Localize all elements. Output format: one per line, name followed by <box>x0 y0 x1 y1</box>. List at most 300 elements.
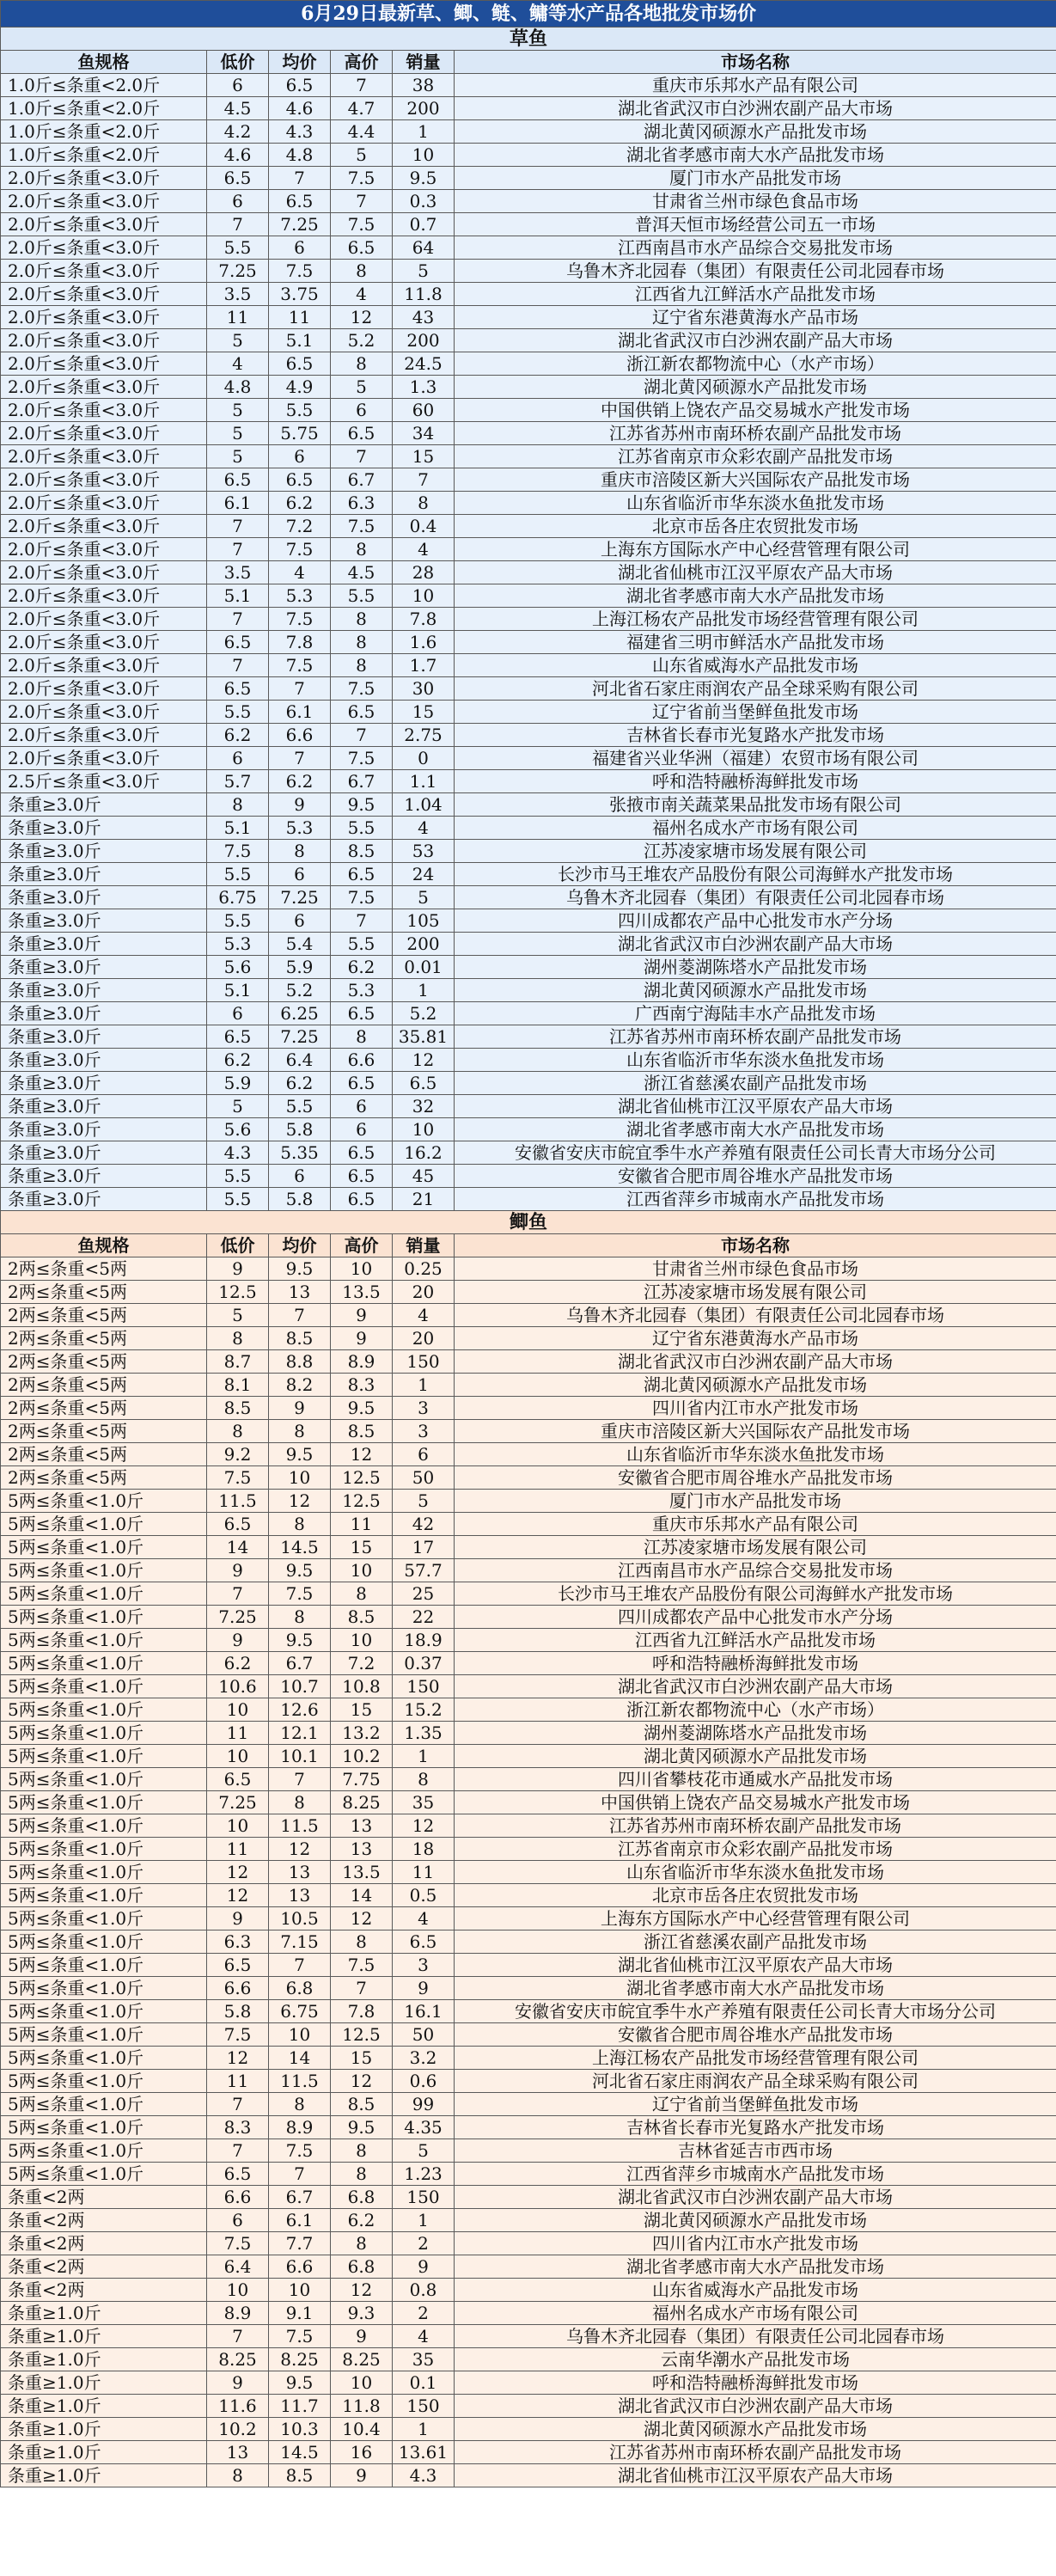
avg-price-cell: 6 <box>269 909 331 933</box>
volume-cell: 0.3 <box>393 190 455 213</box>
spec-cell: 5两≤条重<1.0斤 <box>1 2116 207 2139</box>
volume-cell: 24.5 <box>393 352 455 376</box>
price-table-body <box>1 1 1056 2487</box>
market-name-cell: 山东省威海水产品批发市场 <box>455 2279 1056 2302</box>
table-row <box>1 144 1056 167</box>
column-header: 鱼规格 <box>1 51 207 74</box>
volume-cell: 18 <box>393 1838 455 1861</box>
avg-price-cell: 13 <box>269 1281 331 1304</box>
market-name-cell: 河北省石家庄雨润农产品全球采购有限公司 <box>455 677 1056 701</box>
low-price-cell: 7 <box>207 213 269 236</box>
table-row <box>1 2232 1056 2255</box>
high-price-cell: 5.5 <box>331 817 393 840</box>
low-price-cell: 8.7 <box>207 1350 269 1374</box>
spec-cell: 条重<2两 <box>1 2232 207 2255</box>
avg-price-cell: 10.5 <box>269 1907 331 1930</box>
avg-price-cell: 5.35 <box>269 1141 331 1165</box>
spec-cell: 5两≤条重<1.0斤 <box>1 1814 207 1838</box>
high-price-cell: 6.6 <box>331 1049 393 1072</box>
market-name-cell: 四川省内江市水产批发市场 <box>455 2232 1056 2255</box>
table-row <box>1 2418 1056 2441</box>
market-name-cell: 上海东方国际水产中心经营管理有限公司 <box>455 538 1056 561</box>
spec-cell: 2两≤条重<5两 <box>1 1466 207 1490</box>
high-price-cell: 12 <box>331 2070 393 2093</box>
market-name-cell: 上海东方国际水产中心经营管理有限公司 <box>455 1907 1056 1930</box>
volume-cell: 16.2 <box>393 1141 455 1165</box>
volume-cell: 15 <box>393 701 455 724</box>
spec-cell: 条重≥3.0斤 <box>1 886 207 909</box>
spec-cell: 5两≤条重<1.0斤 <box>1 1884 207 1907</box>
spec-cell: 条重≥1.0斤 <box>1 2464 207 2487</box>
low-price-cell: 6.5 <box>207 1025 269 1049</box>
market-name-cell: 湖北省仙桃市江汉平原农产品大市场 <box>455 2464 1056 2487</box>
market-name-cell: 江苏省苏州市南环桥农副产品批发市场 <box>455 422 1056 445</box>
high-price-cell: 12.5 <box>331 2023 393 2047</box>
high-price-cell: 7 <box>331 190 393 213</box>
table-row <box>1 2047 1056 2070</box>
avg-price-cell: 5.3 <box>269 817 331 840</box>
market-name-cell: 吉林省长春市光复路水产批发市场 <box>455 2116 1056 2139</box>
high-price-cell: 6.5 <box>331 422 393 445</box>
volume-cell: 10 <box>393 1118 455 1141</box>
section-title: 鲫鱼 <box>1 1211 1056 1234</box>
high-price-cell: 15 <box>331 1698 393 1722</box>
spec-cell: 条重≥3.0斤 <box>1 909 207 933</box>
spec-cell: 2.0斤≤条重<3.0斤 <box>1 167 207 190</box>
avg-price-cell: 7.5 <box>269 2139 331 2163</box>
market-name-cell: 浙江省慈溪农副产品批发市场 <box>455 1930 1056 1954</box>
volume-cell: 53 <box>393 840 455 863</box>
market-name-cell: 河北省石家庄雨润农产品全球采购有限公司 <box>455 2070 1056 2093</box>
volume-cell: 34 <box>393 422 455 445</box>
high-price-cell: 6.5 <box>331 1141 393 1165</box>
volume-cell: 200 <box>393 329 455 352</box>
market-name-cell: 广西南宁海陆丰水产品批发市场 <box>455 1002 1056 1025</box>
avg-price-cell: 12 <box>269 1838 331 1861</box>
low-price-cell: 5 <box>207 399 269 422</box>
low-price-cell: 6.2 <box>207 1049 269 1072</box>
high-price-cell: 6 <box>331 1118 393 1141</box>
high-price-cell: 7.5 <box>331 747 393 770</box>
high-price-cell: 7.5 <box>331 515 393 538</box>
low-price-cell: 3.5 <box>207 561 269 584</box>
low-price-cell: 11 <box>207 2070 269 2093</box>
avg-price-cell: 9 <box>269 1397 331 1420</box>
avg-price-cell: 4.9 <box>269 376 331 399</box>
low-price-cell: 6.3 <box>207 1930 269 1954</box>
volume-cell: 24 <box>393 863 455 886</box>
spec-cell: 2.0斤≤条重<3.0斤 <box>1 701 207 724</box>
low-price-cell: 12 <box>207 2047 269 2070</box>
low-price-cell: 14 <box>207 1536 269 1559</box>
table-row <box>1 1165 1056 1188</box>
avg-price-cell: 14.5 <box>269 2441 331 2464</box>
volume-cell: 8 <box>393 492 455 515</box>
market-name-cell: 湖北省孝感市南大水产品批发市场 <box>455 2255 1056 2279</box>
volume-cell: 11 <box>393 1861 455 1884</box>
avg-price-cell: 7.15 <box>269 1930 331 1954</box>
avg-price-cell: 7 <box>269 677 331 701</box>
spec-cell: 2.0斤≤条重<3.0斤 <box>1 468 207 492</box>
volume-cell: 5 <box>393 886 455 909</box>
table-row <box>1 1930 1056 1954</box>
low-price-cell: 5.5 <box>207 236 269 260</box>
volume-cell: 13.61 <box>393 2441 455 2464</box>
high-price-cell: 8.9 <box>331 1350 393 1374</box>
low-price-cell: 5.1 <box>207 817 269 840</box>
avg-price-cell: 6.7 <box>269 1652 331 1675</box>
table-row <box>1 399 1056 422</box>
volume-cell: 32 <box>393 1095 455 1118</box>
high-price-cell: 8 <box>331 260 393 283</box>
avg-price-cell: 7.5 <box>269 538 331 561</box>
low-price-cell: 4.5 <box>207 97 269 120</box>
low-price-cell: 7 <box>207 608 269 631</box>
spec-cell: 2两≤条重<5两 <box>1 1304 207 1327</box>
volume-cell: 8 <box>393 1768 455 1791</box>
column-header: 销量 <box>393 1234 455 1257</box>
spec-cell: 2两≤条重<5两 <box>1 1420 207 1443</box>
low-price-cell: 5.6 <box>207 1118 269 1141</box>
avg-price-cell: 6.2 <box>269 770 331 793</box>
high-price-cell: 12 <box>331 306 393 329</box>
avg-price-cell: 13 <box>269 1884 331 1907</box>
market-name-cell: 重庆市乐邦水产品有限公司 <box>455 1513 1056 1536</box>
volume-cell: 200 <box>393 933 455 956</box>
table-row <box>1 2023 1056 2047</box>
avg-price-cell: 5.1 <box>269 329 331 352</box>
spec-cell: 2两≤条重<5两 <box>1 1374 207 1397</box>
low-price-cell: 6.5 <box>207 1768 269 1791</box>
market-name-cell: 湖北省孝感市南大水产品批发市场 <box>455 1118 1056 1141</box>
market-name-cell: 江苏凌家塘市场发展有限公司 <box>455 1281 1056 1304</box>
market-name-cell: 湖北省仙桃市江汉平原农产品大市场 <box>455 1095 1056 1118</box>
high-price-cell: 8.25 <box>331 2348 393 2371</box>
avg-price-cell: 10 <box>269 2279 331 2302</box>
spec-cell: 2.0斤≤条重<3.0斤 <box>1 260 207 283</box>
volume-cell: 0.1 <box>393 2371 455 2395</box>
avg-price-cell: 8 <box>269 2093 331 2116</box>
spec-cell: 2.0斤≤条重<3.0斤 <box>1 492 207 515</box>
avg-price-cell: 12 <box>269 1490 331 1513</box>
column-header: 市场名称 <box>455 51 1056 74</box>
low-price-cell: 7.5 <box>207 840 269 863</box>
high-price-cell: 6.2 <box>331 956 393 979</box>
volume-cell: 35 <box>393 2348 455 2371</box>
table-row <box>1 2441 1056 2464</box>
spec-cell: 2.0斤≤条重<3.0斤 <box>1 608 207 631</box>
spec-cell: 条重<2两 <box>1 2209 207 2232</box>
volume-cell: 50 <box>393 2023 455 2047</box>
low-price-cell: 5.7 <box>207 770 269 793</box>
low-price-cell: 6 <box>207 1002 269 1025</box>
market-name-cell: 四川省内江市水产批发市场 <box>455 1397 1056 1420</box>
spec-cell: 5两≤条重<1.0斤 <box>1 1907 207 1930</box>
low-price-cell: 6.75 <box>207 886 269 909</box>
volume-cell: 3.2 <box>393 2047 455 2070</box>
market-name-cell: 湖北省孝感市南大水产品批发市场 <box>455 144 1056 167</box>
table-row <box>1 1629 1056 1652</box>
high-price-cell: 10 <box>331 2371 393 2395</box>
spec-cell: 条重≥3.0斤 <box>1 1188 207 1211</box>
volume-cell: 0.01 <box>393 956 455 979</box>
spec-cell: 5两≤条重<1.0斤 <box>1 1745 207 1768</box>
low-price-cell: 4.2 <box>207 120 269 144</box>
high-price-cell: 7.5 <box>331 677 393 701</box>
column-header: 均价 <box>269 1234 331 1257</box>
avg-price-cell: 14 <box>269 2047 331 2070</box>
spec-cell: 5两≤条重<1.0斤 <box>1 2093 207 2116</box>
table-row <box>1 1907 1056 1930</box>
table-row <box>1 236 1056 260</box>
avg-price-cell: 6.5 <box>269 190 331 213</box>
table-row <box>1 329 1056 352</box>
table-row <box>1 1304 1056 1327</box>
volume-cell: 4 <box>393 538 455 561</box>
low-price-cell: 8.3 <box>207 2116 269 2139</box>
volume-cell: 11.8 <box>393 283 455 306</box>
table-row <box>1 2139 1056 2163</box>
table-row <box>1 2000 1056 2023</box>
market-name-cell: 浙江省慈溪农副产品批发市场 <box>455 1072 1056 1095</box>
low-price-cell: 7.25 <box>207 260 269 283</box>
market-name-cell: 江西南昌市水产品综合交易批发市场 <box>455 1559 1056 1582</box>
high-price-cell: 9 <box>331 2325 393 2348</box>
table-row <box>1 2255 1056 2279</box>
high-price-cell: 9 <box>331 1304 393 1327</box>
low-price-cell: 5.5 <box>207 701 269 724</box>
low-price-cell: 13 <box>207 2441 269 2464</box>
high-price-cell: 8 <box>331 2163 393 2186</box>
table-row <box>1 1490 1056 1513</box>
spec-cell: 5两≤条重<1.0斤 <box>1 1722 207 1745</box>
table-row <box>1 1397 1056 1420</box>
table-row <box>1 1327 1056 1350</box>
volume-cell: 4.35 <box>393 2116 455 2139</box>
spec-cell: 条重≥3.0斤 <box>1 979 207 1002</box>
volume-cell: 6 <box>393 1443 455 1466</box>
low-price-cell: 8 <box>207 2464 269 2487</box>
spec-cell: 5两≤条重<1.0斤 <box>1 1675 207 1698</box>
spec-cell: 2.0斤≤条重<3.0斤 <box>1 747 207 770</box>
table-row <box>1 1443 1056 1466</box>
avg-price-cell: 5.9 <box>269 956 331 979</box>
volume-cell: 5 <box>393 2139 455 2163</box>
spec-cell: 条重≥3.0斤 <box>1 840 207 863</box>
column-header: 鱼规格 <box>1 1234 207 1257</box>
table-row <box>1 1141 1056 1165</box>
avg-price-cell: 5.5 <box>269 1095 331 1118</box>
volume-cell: 5 <box>393 1490 455 1513</box>
table-row <box>1 677 1056 701</box>
low-price-cell: 6 <box>207 747 269 770</box>
market-name-cell: 乌鲁木齐北园春（集团）有限责任公司北园春市场 <box>455 260 1056 283</box>
spec-cell: 2.0斤≤条重<3.0斤 <box>1 422 207 445</box>
high-price-cell: 6.8 <box>331 2186 393 2209</box>
volume-cell: 1.6 <box>393 631 455 654</box>
table-row <box>1 1466 1056 1490</box>
avg-price-cell: 6.4 <box>269 1049 331 1072</box>
volume-cell: 4 <box>393 1907 455 1930</box>
low-price-cell: 10 <box>207 1698 269 1722</box>
table-row <box>1 422 1056 445</box>
market-name-cell: 湖北黄冈硕源水产品批发市场 <box>455 376 1056 399</box>
avg-price-cell: 8.9 <box>269 2116 331 2139</box>
volume-cell: 2 <box>393 2302 455 2325</box>
high-price-cell: 12.5 <box>331 1466 393 1490</box>
avg-price-cell: 7 <box>269 1304 331 1327</box>
column-header: 高价 <box>331 51 393 74</box>
section-title: 草鱼 <box>1 28 1056 51</box>
low-price-cell: 4 <box>207 352 269 376</box>
avg-price-cell: 6.25 <box>269 1002 331 1025</box>
spec-cell: 5两≤条重<1.0斤 <box>1 1977 207 2000</box>
low-price-cell: 8.9 <box>207 2302 269 2325</box>
market-name-cell: 山东省临沂市华东淡水鱼批发市场 <box>455 492 1056 515</box>
avg-price-cell: 9.1 <box>269 2302 331 2325</box>
volume-cell: 22 <box>393 1606 455 1629</box>
spec-cell: 条重≥3.0斤 <box>1 1025 207 1049</box>
high-price-cell: 4 <box>331 283 393 306</box>
market-name-cell: 辽宁省前当堡鲜鱼批发市场 <box>455 701 1056 724</box>
market-name-cell: 江西省萍乡市城南水产品批发市场 <box>455 2163 1056 2186</box>
avg-price-cell: 7.5 <box>269 2325 331 2348</box>
spec-cell: 2.0斤≤条重<3.0斤 <box>1 190 207 213</box>
market-name-cell: 山东省临沂市华东淡水鱼批发市场 <box>455 1049 1056 1072</box>
high-price-cell: 5.3 <box>331 979 393 1002</box>
volume-cell: 150 <box>393 2395 455 2418</box>
avg-price-cell: 10.3 <box>269 2418 331 2441</box>
avg-price-cell: 5.8 <box>269 1118 331 1141</box>
volume-cell: 2 <box>393 2232 455 2255</box>
low-price-cell: 9 <box>207 1559 269 1582</box>
high-price-cell: 6.2 <box>331 2209 393 2232</box>
spec-cell: 条重≥1.0斤 <box>1 2418 207 2441</box>
low-price-cell: 5.3 <box>207 933 269 956</box>
volume-cell: 50 <box>393 1466 455 1490</box>
low-price-cell: 12.5 <box>207 1281 269 1304</box>
table-row <box>1 724 1056 747</box>
high-price-cell: 7 <box>331 74 393 97</box>
high-price-cell: 9 <box>331 2464 393 2487</box>
high-price-cell: 9 <box>331 1327 393 1350</box>
table-row <box>1 376 1056 399</box>
volume-cell: 150 <box>393 1350 455 1374</box>
market-name-cell: 甘肃省兰州市绿色食品市场 <box>455 1257 1056 1281</box>
low-price-cell: 10 <box>207 1814 269 1838</box>
high-price-cell: 8 <box>331 2232 393 2255</box>
volume-cell: 4 <box>393 2325 455 2348</box>
high-price-cell: 6.3 <box>331 492 393 515</box>
volume-cell: 16.1 <box>393 2000 455 2023</box>
low-price-cell: 11 <box>207 1838 269 1861</box>
spec-cell: 条重≥3.0斤 <box>1 1072 207 1095</box>
high-price-cell: 12 <box>331 1907 393 1930</box>
avg-price-cell: 11.5 <box>269 1814 331 1838</box>
low-price-cell: 7.25 <box>207 1791 269 1814</box>
avg-price-cell: 10 <box>269 2023 331 2047</box>
high-price-cell: 6.5 <box>331 701 393 724</box>
table-row <box>1 1745 1056 1768</box>
table-row <box>1 1884 1056 1907</box>
volume-cell: 25 <box>393 1582 455 1606</box>
high-price-cell: 5.5 <box>331 584 393 608</box>
spec-cell: 2.0斤≤条重<3.0斤 <box>1 399 207 422</box>
table-row <box>1 817 1056 840</box>
low-price-cell: 11 <box>207 306 269 329</box>
avg-price-cell: 9.5 <box>269 1559 331 1582</box>
avg-price-cell: 6.2 <box>269 1072 331 1095</box>
spec-cell: 2.0斤≤条重<3.0斤 <box>1 538 207 561</box>
high-price-cell: 11 <box>331 1513 393 1536</box>
low-price-cell: 10 <box>207 2279 269 2302</box>
high-price-cell: 7 <box>331 1977 393 2000</box>
avg-price-cell: 6.6 <box>269 2255 331 2279</box>
spec-cell: 2.5斤≤条重<3.0斤 <box>1 770 207 793</box>
spec-cell: 5两≤条重<1.0斤 <box>1 1838 207 1861</box>
table-row <box>1 1652 1056 1675</box>
low-price-cell: 11 <box>207 1722 269 1745</box>
avg-price-cell: 6 <box>269 445 331 468</box>
high-price-cell: 13 <box>331 1838 393 1861</box>
low-price-cell: 6.1 <box>207 492 269 515</box>
volume-cell: 30 <box>393 677 455 701</box>
spec-cell: 2两≤条重<5两 <box>1 1443 207 1466</box>
high-price-cell: 6.5 <box>331 1188 393 1211</box>
market-name-cell: 江苏凌家塘市场发展有限公司 <box>455 840 1056 863</box>
market-name-cell: 上海江杨农产品批发市场经营管理有限公司 <box>455 2047 1056 2070</box>
column-header: 均价 <box>269 51 331 74</box>
spec-cell: 条重≥3.0斤 <box>1 793 207 817</box>
market-name-cell: 湖北黄冈硕源水产品批发市场 <box>455 2418 1056 2441</box>
high-price-cell: 6.5 <box>331 1165 393 1188</box>
low-price-cell: 9 <box>207 1257 269 1281</box>
volume-cell: 0.5 <box>393 1884 455 1907</box>
market-name-cell: 长沙市马王堆农产品股份有限公司海鲜水产批发市场 <box>455 863 1056 886</box>
table-row <box>1 979 1056 1002</box>
high-price-cell: 6.8 <box>331 2255 393 2279</box>
spec-cell: 2.0斤≤条重<3.0斤 <box>1 584 207 608</box>
volume-cell: 0 <box>393 747 455 770</box>
column-header: 低价 <box>207 51 269 74</box>
high-price-cell: 8.5 <box>331 840 393 863</box>
volume-cell: 60 <box>393 399 455 422</box>
spec-cell: 条重≥3.0斤 <box>1 1095 207 1118</box>
high-price-cell: 6.5 <box>331 1072 393 1095</box>
market-name-cell: 厦门市水产品批发市场 <box>455 167 1056 190</box>
high-price-cell: 10.8 <box>331 1675 393 1698</box>
volume-cell: 38 <box>393 74 455 97</box>
table-row <box>1 1606 1056 1629</box>
avg-price-cell: 5.4 <box>269 933 331 956</box>
volume-cell: 99 <box>393 2093 455 2116</box>
high-price-cell: 10 <box>331 1559 393 1582</box>
spec-cell: 条重≥1.0斤 <box>1 2348 207 2371</box>
avg-price-cell: 9.5 <box>269 1443 331 1466</box>
spec-cell: 条重≥1.0斤 <box>1 2302 207 2325</box>
market-name-cell: 吉林省延吉市西市场 <box>455 2139 1056 2163</box>
volume-cell: 0.4 <box>393 515 455 538</box>
market-name-cell: 江苏省南京市众彩农副产品批发市场 <box>455 1838 1056 1861</box>
market-name-cell: 四川成都农产品中心批发市水产分场 <box>455 909 1056 933</box>
table-row <box>1 2395 1056 2418</box>
volume-cell: 64 <box>393 236 455 260</box>
avg-price-cell: 8 <box>269 840 331 863</box>
high-price-cell: 12.5 <box>331 1490 393 1513</box>
volume-cell: 7 <box>393 468 455 492</box>
table-row <box>1 1257 1056 1281</box>
market-name-cell: 重庆市乐邦水产品有限公司 <box>455 74 1056 97</box>
